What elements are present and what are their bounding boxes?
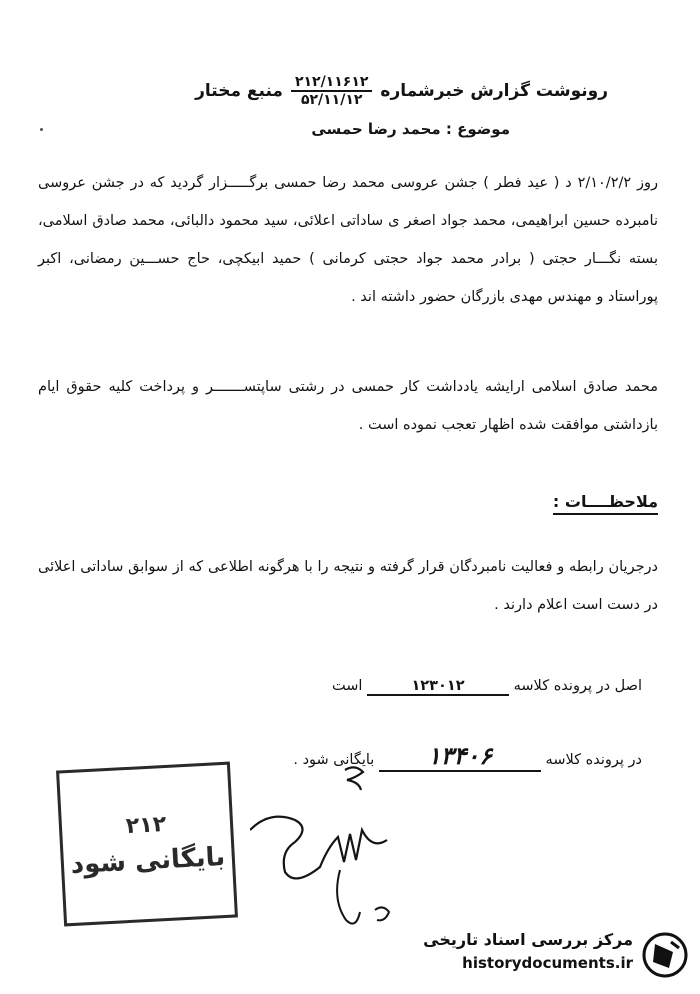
notes-text: درجریان رابطه و فعالیت نامبردگان قرار گرفته و نتیجه را با هرگونه اطلاعی که از سوابق ساداتی اعلائی در دست است اعلام دارند . (38, 559, 658, 613)
watermark-url: historydocuments.ir (462, 954, 633, 972)
file-ref2-suffix: بایگانی شود . (293, 752, 375, 768)
handwritten-signature (250, 760, 450, 950)
ink-speck (40, 128, 43, 131)
stamp-number: ۲۱۲ (125, 811, 167, 839)
notes-heading: ملاحظــــات : (553, 492, 658, 515)
subject-line: موضوع : محمد رضا حمسی (311, 120, 510, 138)
report-number-fraction (291, 74, 372, 108)
archive-stamp (56, 762, 238, 927)
file-ref1-number: ۱۲۳۰۱۲ (367, 678, 509, 696)
file-reference-original (332, 678, 642, 696)
report-paragraph-2: محمد صادق اسلامی ارایشه یادداشت کار حمسی در رشتی ساپتســـــــر و پرداخت کلیه حقوق ایام بازداشتی موافقت شده اظهار تعجب نموده است . (38, 379, 658, 433)
report-date: ۵۲/۱۱/۱۲ (300, 92, 363, 108)
header-source: منبع مختار (195, 81, 283, 101)
file-ref2-prefix: در پرونده کلاسه (545, 752, 642, 768)
stamp-text: بایگانی شود (69, 841, 226, 880)
archive-watermark (405, 930, 695, 980)
report-paragraph-1: روز ۲/۱۰/۲/۲ د ( عید فطر ) جشن عروسی محمد رضا حمسی برگـــــزار گردید که در جشن عروسی نامبرده حسین ابراهیمی، محمد جواد اصغر ی ساداتی اعلائی، سید محمود دالبائی، محمد صادق اسلامی، بسته نگـــار حجتی ( برادر محمد جواد حجتی کرمانی ) حمید ابیکچی، حاج حســـین رمضانی، اکبر پوراستاد و مهندس مهدی بازرگان حضور داشته اند . (38, 175, 658, 305)
watermark-title: مرکز بررسی اسناد تاریخی (423, 930, 633, 949)
file-ref1-suffix: است (331, 678, 363, 694)
header-title-prefix: رونوشت گزارش خبرشماره (380, 81, 608, 101)
report-number: ۲۱۲/۱۱۶۱۲ (291, 74, 372, 92)
archive-logo-icon (641, 932, 689, 978)
file-ref1-prefix: اصل در پرونده کلاسه (513, 678, 642, 694)
file-ref2-number: ۱۳۴۰۶ (379, 742, 541, 772)
report-header (195, 74, 608, 108)
